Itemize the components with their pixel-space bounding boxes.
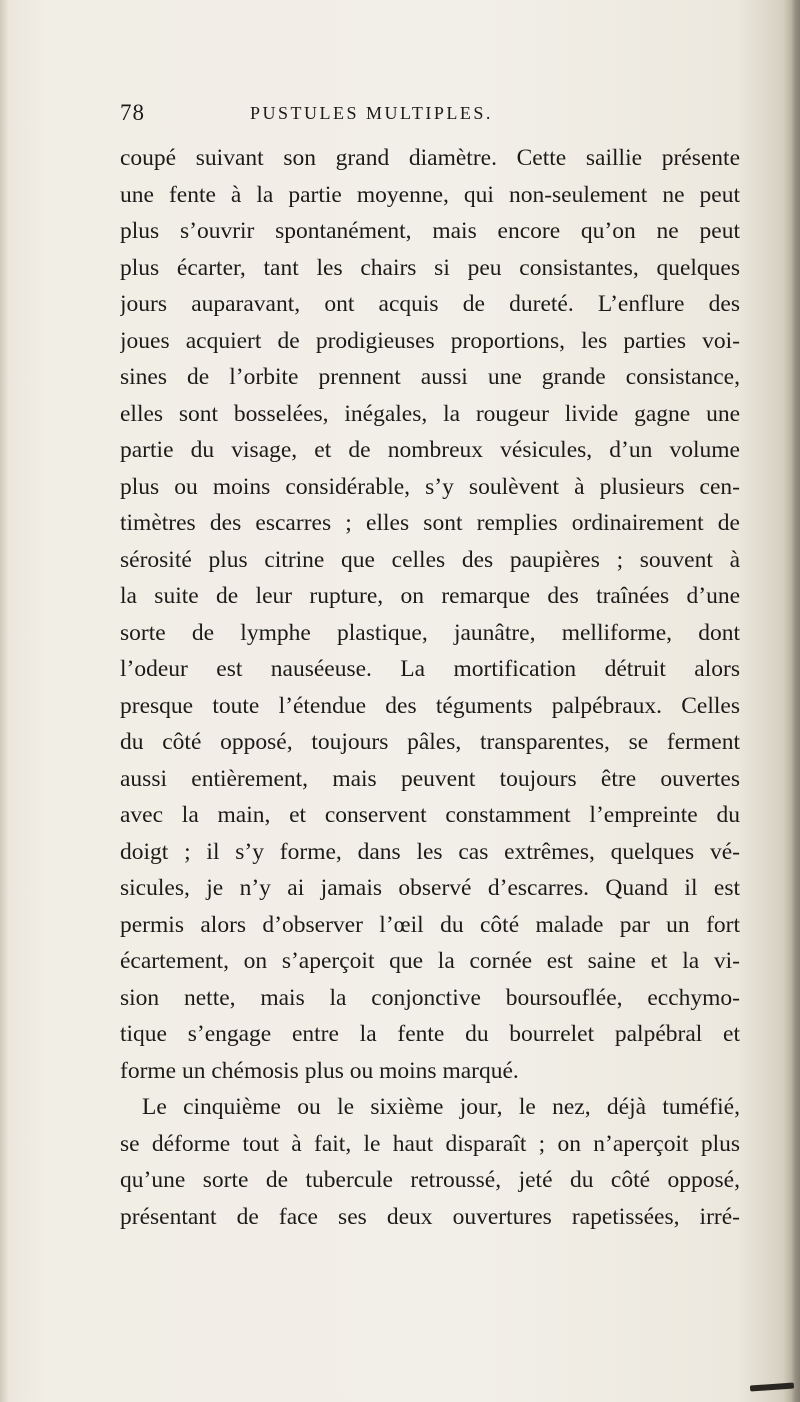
text-line: du côté opposé, toujours pâles, transparentes, se ferment	[120, 729, 740, 755]
page-binding-edge	[784, 0, 800, 1402]
text-line: joues acquiert de prodigieuses proportions, les parties voi-	[120, 327, 740, 354]
text-line: forme un chémosis plus ou moins marqué.	[120, 1057, 519, 1084]
text-line: timètres des escarres ; elles sont remplies ordinairement de	[120, 510, 740, 536]
text-line: sorte de lymphe plastique, jaunâtre, melliforme, dont	[120, 619, 740, 646]
text-line: sines de l’orbite prennent aussi une grande consistance,	[120, 364, 740, 390]
text-line: aussi entièrement, mais peuvent toujours être ouvertes	[120, 765, 740, 792]
text-line: avec la main, et conservent constamment l’empreinte du	[120, 802, 740, 828]
page-header	[120, 100, 720, 134]
text-line: coupé suivant son grand diamètre. Cette saillie présente	[120, 145, 740, 171]
text-line: qu’une sorte de tubercule retroussé, jeté du côté opposé,	[120, 1167, 740, 1193]
paragraph-start-line: Le cinquième ou le sixième jour, le nez, déjà tuméfié,	[142, 1094, 740, 1120]
text-line: permis alors d’observer l’œil du côté malade par un fort	[120, 911, 740, 938]
text-line: elles sont bosselées, inégales, la rougeur livide gagne une	[120, 400, 740, 427]
page-number: 78	[120, 100, 145, 125]
page-left-edge	[0, 0, 8, 1402]
text-line: presque toute l’étendue des téguments palpébraux. Celles	[120, 692, 740, 719]
text-line: écartement, on s’aperçoit que la cornée est saine et la vi-	[120, 948, 740, 974]
text-line: une fente à la partie moyenne, qui non-seulement ne peut	[120, 181, 740, 208]
text-line: partie du visage, et de nombreux vésicules, d’un volume	[120, 437, 740, 463]
text-line: doigt ; il s’y forme, dans les cas extrêmes, quelques vé-	[120, 838, 740, 865]
text-line: présentant de face ses deux ouvertures rapetissées, irré-	[120, 1203, 740, 1230]
text-line: sion nette, mais la conjonctive boursouflée, ecchymo-	[120, 984, 740, 1011]
text-line: l’odeur est nauséeuse. La mortification détruit alors	[120, 656, 740, 682]
body-text	[120, 140, 740, 1235]
text-line: se déforme tout à fait, le haut disparaît ; on n’aperçoit plus	[120, 1130, 740, 1157]
text-line: jours auparavant, ont acquis de dureté. L’enflure des	[120, 291, 740, 317]
running-head: PUSTULES MULTIPLES.	[250, 103, 493, 123]
text-line: sérosité plus citrine que celles des paupières ; souvent à	[120, 546, 740, 573]
text-line: la suite de leur rupture, on remarque des traînées d’une	[120, 583, 740, 609]
text-line: plus s’ouvrir spontanément, mais encore qu’on ne peut	[120, 218, 740, 244]
text-line: sicules, je n’y ai jamais observé d’escarres. Quand il est	[120, 875, 740, 901]
text-line: plus écarter, tant les chairs si peu consistantes, quelques	[120, 254, 740, 281]
text-line: tique s’engage entre la fente du bourrelet palpébral et	[120, 1021, 740, 1047]
text-line: plus ou moins considérable, s’y soulèvent à plusieurs cen-	[120, 473, 740, 500]
